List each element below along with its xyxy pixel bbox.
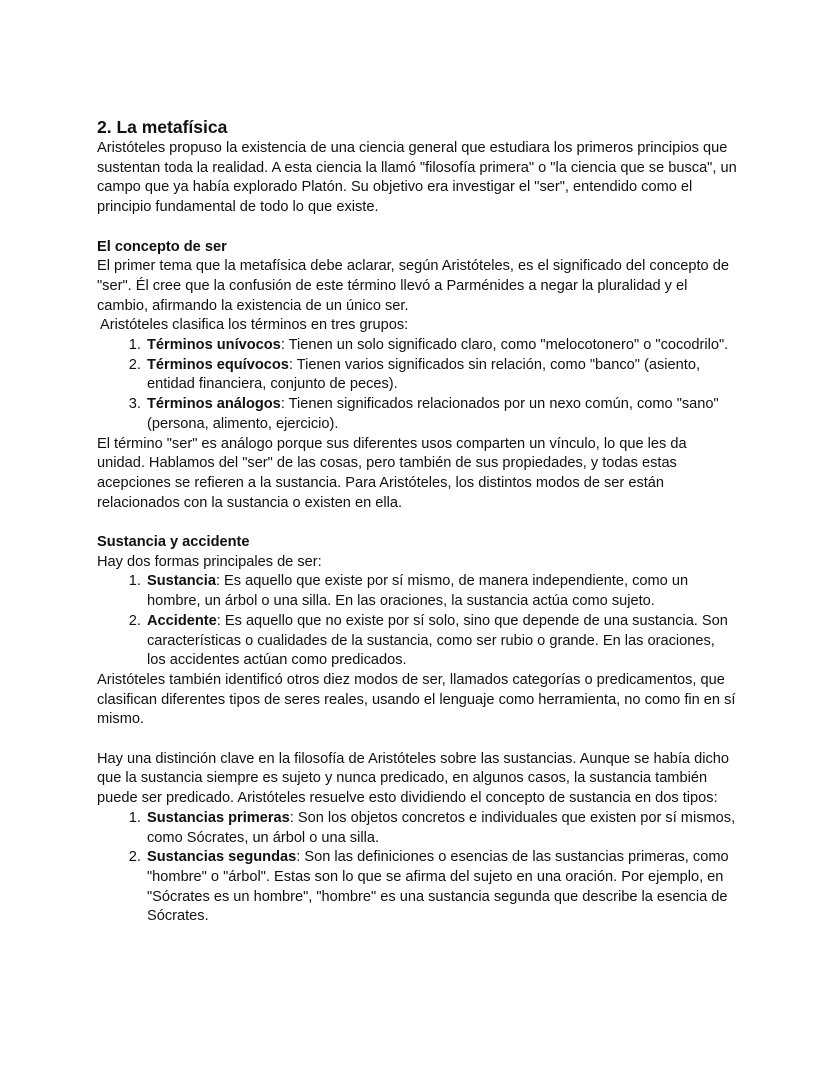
list-item — [145, 848, 737, 927]
spacer — [97, 218, 737, 238]
list-item — [145, 572, 737, 611]
document-page — [97, 116, 737, 927]
intro-paragraph: Aristóteles propuso la existencia de una ciencia general que estudiara los primeros principios que sustentan toda la realidad. A esta ciencia la llamó "filosofía primera" o "la ciencia que se busca", un campo que ya había explorado Platón. Su objetivo era investigar el "ser", entendido como el principio fundamental de todo lo que existe. — [97, 140, 737, 216]
term-description: : Es aquello que no existe por sí solo, sino que depende de una sustancia. Son características o cualidades de la sustancia, como ser rubio o grande. En las oraciones, los accidentes actúan como predicados. — [147, 612, 728, 669]
concepto-paragraph-3: El término "ser" es análogo porque sus diferentes usos comparten un vínculo, lo que les da unidad. Hablamos del "ser" de las cosas, pero también de sus propiedades, y todas estas acepciones se refieren a la sustancia. Para Aristóteles, los distintos modos de ser están relacionados con la sustancia o existen en ella. — [97, 435, 687, 511]
sustancia-paragraph-2: Aristóteles también identificó otros diez modos de ser, llamados categorías o predicamentos, que clasifican diferentes tipos de seres reales, usando el lenguaje como herramienta, no como fin en sí mismo. — [97, 671, 736, 728]
term-description: : Son las definiciones o esencias de las sustancias primeras, como "hombre" o "árbol". Estas son lo que se afirma del sujeto en una oración. Por ejemplo, en "Sócrates es un hombre", "hombre" es una sustancia segunda que describe la esencia de Sócrates. — [147, 849, 729, 925]
distincion-paragraph: Hay una distinción clave en la filosofía de Aristóteles sobre las sustancias. Aunque se había dicho que la sustancia siempre es sujeto y nunca predicado, en algunos casos, la sustancia también puede ser predicado. Aristóteles resuelve esto dividiendo el concepto de sustancia en dos tipos: — [97, 750, 729, 807]
term-description: : Tienen un solo significado claro, como "melocotonero" o "cocodrilo". — [280, 337, 729, 354]
spacer — [97, 513, 737, 533]
list-item — [145, 395, 737, 434]
sustancias-tipos-list — [97, 809, 737, 927]
sustancia-paragraph-1: Hay dos formas principales de ser: — [97, 553, 322, 570]
terminos-list — [97, 336, 737, 435]
list-item — [145, 612, 737, 671]
term-label: Términos equívocos — [147, 356, 289, 373]
term-label: Términos análogos — [147, 396, 281, 413]
term-label: Sustancias primeras — [147, 809, 290, 826]
concepto-heading: El concepto de ser — [97, 238, 227, 255]
term-description: : Son los objetos concretos e individuales que existen por sí mismos, como Sócrates, un árbol o una silla. — [147, 809, 736, 846]
concepto-paragraph-2: Aristóteles clasifica los términos en tres grupos: — [100, 317, 409, 334]
formas-list — [97, 572, 737, 671]
list-item — [145, 356, 737, 395]
section-title: 2. La metafísica — [97, 117, 228, 137]
sustancia-heading: Sustancia y accidente — [97, 534, 250, 551]
concepto-paragraph-1: El primer tema que la metafísica debe aclarar, según Aristóteles, es el significado del concepto de "ser". Él cree que la confusión de este término llevó a Parménides a negar la pluralidad y el cambio, afirmando la existencia de un único ser. — [97, 258, 729, 314]
term-description: : Tienen varios significados sin relación, como "banco" (asiento, entidad financiera, conjunto de peces). — [147, 356, 701, 393]
spacer — [97, 730, 737, 750]
term-description: : Es aquello que existe por sí mismo, de manera independiente, como un hombre, un árbol o una silla. En las oraciones, la sustancia actúa como sujeto. — [147, 573, 689, 610]
term-label: Accidente — [147, 612, 217, 629]
term-label: Términos unívocos — [147, 337, 281, 354]
term-label: Sustancias segundas — [147, 849, 297, 866]
list-item — [145, 809, 737, 848]
list-item — [145, 336, 737, 356]
term-description: : Tienen significados relacionados por un nexo común, como "sano" (persona, alimento, ejercicio). — [147, 396, 719, 432]
term-label: Sustancia — [147, 573, 216, 590]
